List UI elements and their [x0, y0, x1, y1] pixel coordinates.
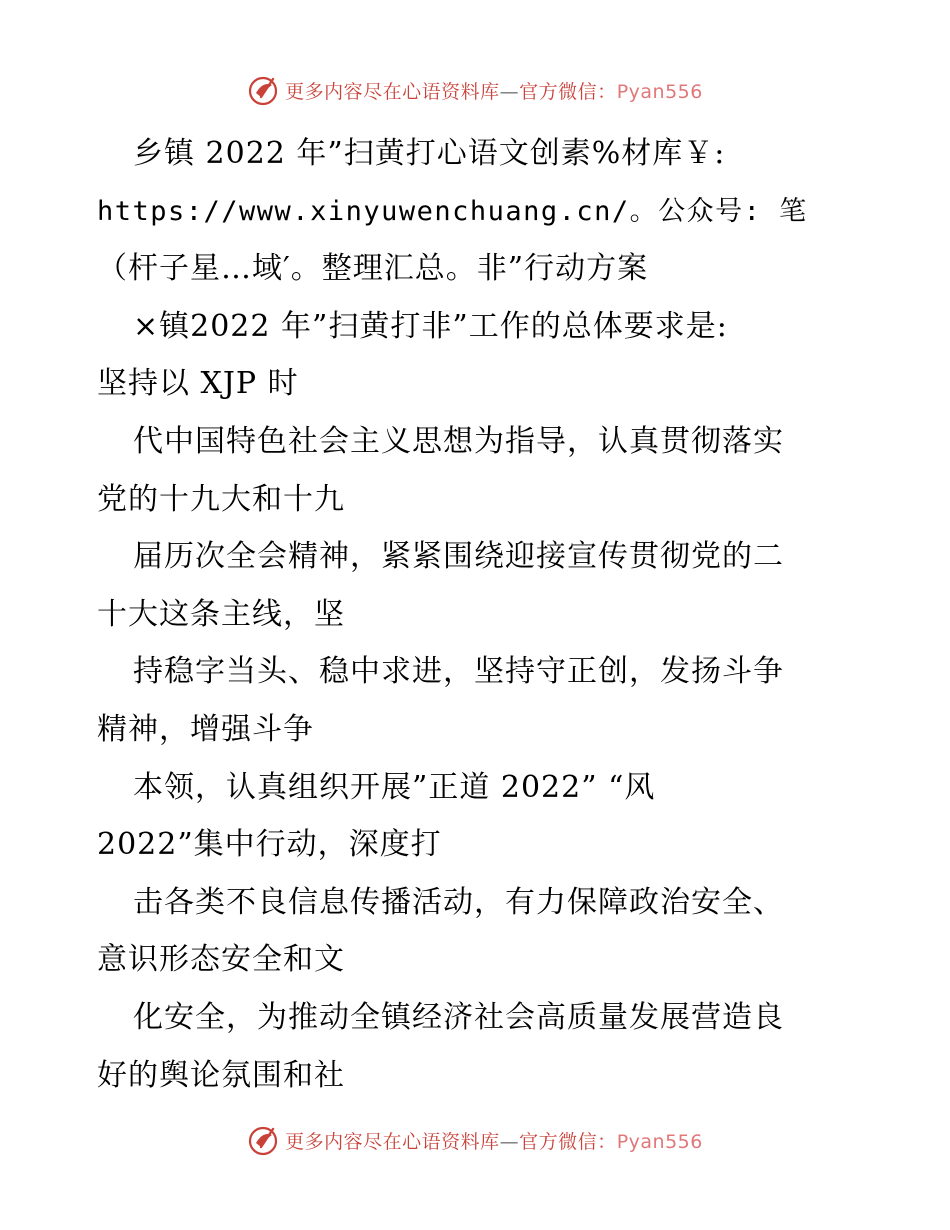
wechat-label: 官方微信：: [519, 80, 617, 103]
text-line: ×镇2022 年”扫黄打非”工作的总体要求是:: [133, 308, 728, 344]
text-line: 代中国特色社会主义思想为指导，认真贯彻落实: [133, 423, 784, 459]
pen-logo-icon: [247, 1123, 281, 1157]
text-line: 持稳字当头、稳中求进，坚持守正创，发扬斗争: [133, 654, 784, 690]
text-line: 坚持以 XJP 时: [97, 366, 299, 402]
watermark-text: 更多内容尽在心语资料库: [285, 80, 500, 103]
text-line: 击各类不良信息传播活动，有力保障政治安全、: [133, 884, 784, 920]
text-line: 化安全，为推动全镇经济社会高质量发展营造良: [133, 999, 784, 1035]
text-line: 意识形态安全和文: [97, 942, 345, 978]
text-line: 乡镇 2022 年”扫黄打心语文创素%材库￥:: [133, 136, 726, 171]
text-line: 好的舆论氛围和社: [97, 1057, 345, 1093]
text-line: 十大这条主线，坚: [97, 596, 345, 632]
wechat-label: 官方微信：: [519, 1130, 617, 1153]
text-line: 本领，认真组织开展”正道 2022” “风: [133, 769, 656, 805]
pen-logo-icon: [247, 73, 281, 107]
text-line: 2022”集中行动，深度打: [97, 827, 442, 863]
wechat-id: Pyan556: [616, 80, 703, 103]
text-line: 党的十九大和十九: [97, 481, 345, 517]
wechat-id: Pyan556: [616, 1130, 703, 1153]
text-line: 精神，增强斗争: [97, 711, 314, 747]
footer-watermark: [0, 1120, 950, 1160]
watermark-separator: —: [499, 1130, 520, 1153]
header-watermark: [0, 70, 950, 110]
text-line: （杆子星…域′。整理汇总。非”行动方案: [97, 251, 649, 287]
watermark-separator: —: [499, 80, 520, 103]
document-body: [97, 125, 867, 1104]
text-line: 届历次全会精神，紧紧围绕迎接宣传贯彻党的二: [133, 539, 784, 575]
watermark-text: 更多内容尽在心语资料库: [285, 1130, 500, 1153]
text-line: https://www.xinyuwenchuang.cn/。公众号: 笔: [97, 195, 808, 227]
